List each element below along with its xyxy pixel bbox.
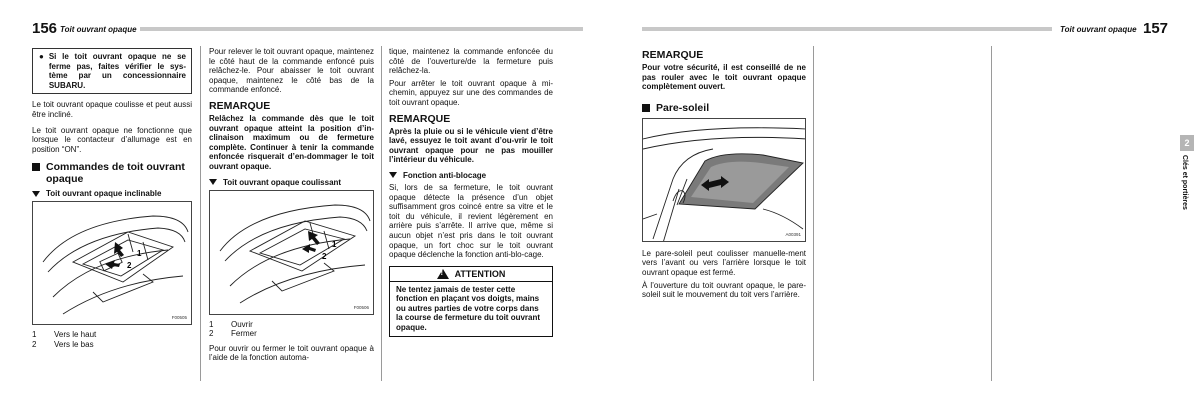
- svg-text:1: 1: [332, 239, 337, 249]
- caption-item: 2 Fermer: [209, 329, 257, 339]
- remarque-heading: REMARQUE: [389, 112, 451, 125]
- remarque-text: Pour votre sécurité, il est conseillé de ne pas rouler avec le toit ouvrant opaque complètement ouvert.: [642, 63, 806, 92]
- remarque-text: Relâchez la commande dès que le toit ouvrant opaque atteint la position d’in-clinaison maximum ou de fermeture complète. Continuer à tenir la commande enfoncée risquerait d’en-dommager le toit ouvrant opaque.: [209, 113, 374, 171]
- bullet-icon: ●: [39, 52, 44, 61]
- left-column-1: [32, 48, 192, 350]
- page-number-left: 156: [32, 20, 58, 37]
- attention-text: Ne tentez jamais de tester cette fonction en plaçant vos doigts, mains ou autres parties de votre corps dans la course de fermeture du toit ouvrant opaque.: [389, 282, 553, 337]
- svg-text:2: 2: [127, 261, 132, 271]
- triangle-bullet-icon: [32, 191, 40, 197]
- subheading: Toit ouvrant opaque inclinable: [32, 189, 192, 198]
- svg-text:1: 1: [137, 249, 142, 259]
- paragraph: Le toit ouvrant opaque ne fonctionne que lorsque le contacteur d’allumage est en position “ON”.: [32, 125, 192, 154]
- overhead-console-illustration: [33, 202, 192, 325]
- sunshade-illustration: [643, 119, 806, 242]
- bullet-text: Si le toit ouvrant opaque ne se ferme pas, faites vérifier le sys-tème par un concessionnaire SUBARU.: [48, 52, 186, 90]
- left-column-3: [389, 47, 553, 337]
- subheading: Fonction anti-blocage: [389, 171, 553, 180]
- warning-bullet-box: [32, 48, 192, 94]
- paragraph: Le toit ouvrant opaque coulisse et peut aussi être incliné.: [32, 100, 192, 119]
- header-rule-left: [140, 27, 583, 31]
- paragraph: Si, lors de sa fermeture, le toit ouvrant opaque détecte la présence d’un objet suffisamment gros coincé entre sa vitre et le toit du véhicule, il revient légèrement en arrière puis s’arrête. Il arrive que, même si aucun objet n’est pris dans le toit ouvrant opaque, un fort choc sur le toit ouvrant opaque déclenche la fonction anti-blo-cage.: [389, 182, 553, 260]
- caption-item: 2 Vers le bas: [32, 339, 94, 349]
- paragraph: Pour ouvrir ou fermer le toit ouvrant opaque à l’aide de la fonction automa-: [209, 343, 374, 363]
- figure-sunshade: [642, 118, 806, 242]
- column-divider: [813, 46, 814, 381]
- figure-slide-switch: [209, 190, 374, 315]
- chapter-tab-label: Clés et portières: [1181, 155, 1188, 210]
- chapter-tab: 2: [1180, 135, 1194, 151]
- column-divider: [381, 46, 382, 381]
- caption-item: 1 Vers le haut: [32, 330, 97, 340]
- column-divider: [200, 46, 201, 381]
- overhead-console-illustration: [210, 191, 374, 315]
- figure-tilt-switch: [32, 201, 192, 325]
- paragraph: Pour arrêter le toit ouvrant opaque à mi-chemin, appuyez sur une des commandes de toit ouvrant opaque.: [389, 78, 553, 107]
- caption-item: 1 Ouvrir: [209, 319, 253, 329]
- subheading: Toit ouvrant opaque coulissant: [209, 178, 374, 187]
- paragraph: À l’ouverture du toit ouvrant opaque, le pare-soleil suit le mouvement du toit vers l’arrière.: [642, 280, 806, 300]
- figure-code: A00391: [785, 231, 801, 237]
- figure-code: F00506: [353, 304, 369, 310]
- figure-captions: [32, 330, 192, 349]
- attention-box: [389, 266, 553, 337]
- warning-triangle-icon: [437, 269, 449, 279]
- figure-code: F00505: [171, 315, 187, 321]
- svg-text:2: 2: [322, 251, 327, 261]
- remarque-heading: REMARQUE: [209, 99, 271, 112]
- paragraph: tique, maintenez la commande enfoncée du côté de l’ouverture/de la fermeture puis relâchez-la.: [389, 47, 553, 76]
- left-column-2: [209, 47, 374, 363]
- remarque-heading: REMARQUE: [642, 49, 704, 61]
- triangle-bullet-icon: [389, 172, 397, 178]
- page-header-title-right: Toit ouvrant opaque: [1060, 25, 1137, 34]
- triangle-bullet-icon: [209, 179, 217, 185]
- header-rule-right: [642, 27, 1052, 31]
- page-number-right: 157: [1143, 20, 1169, 37]
- remarque-text: Après la pluie ou si le véhicule vient d’être lavé, essuyez le toit avant d’ou-vrir le toit ouvrant opaque pour ne pas mouiller l’intérieur du véhicule.: [389, 126, 553, 165]
- section-heading: Commandes de toit ouvrant opaque: [32, 161, 192, 185]
- column-divider: [991, 46, 992, 381]
- section-heading: Pare-soleil: [642, 102, 806, 114]
- square-bullet-icon: [642, 104, 650, 112]
- square-bullet-icon: [32, 163, 40, 171]
- attention-header: ! ATTENTION: [389, 266, 553, 282]
- figure-captions: [209, 320, 374, 339]
- right-column-1: [642, 49, 806, 300]
- page-header-title-left: Toit ouvrant opaque: [60, 25, 137, 34]
- paragraph: Pour relever le toit ouvrant opaque, maintenez le côté haut de la commande enfoncé puis relâchez-le. Pour abaisser le toit ouvrant opaque, maintenez le côté bas de la commande enfoncé.: [209, 47, 374, 95]
- paragraph: Le pare-soleil peut coulisser manuelle-ment vers l’avant ou vers l’arrière lorsque le toit ouvrant opaque est fermé.: [642, 248, 806, 277]
